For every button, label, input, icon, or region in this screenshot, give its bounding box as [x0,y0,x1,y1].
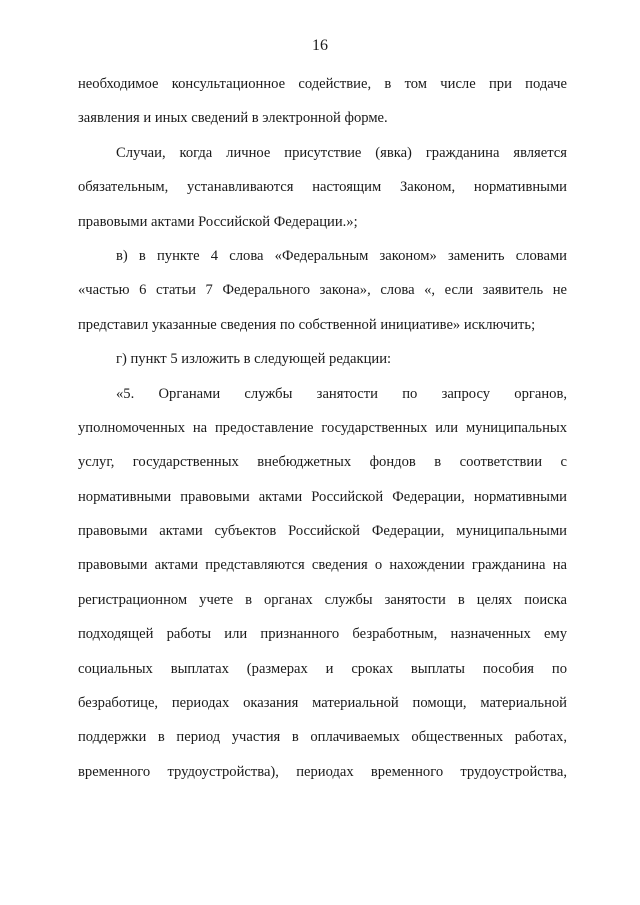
text-line: временного трудоустройства), периодах временного трудоустройства, [78,763,567,780]
text-line: в) в пункте 4 слова «Федеральным законом» заменить словами [116,247,567,264]
text-line: заявления и иных сведений в электронной форме. [78,110,388,127]
text-line: правовыми актами Российской Федерации.»; [78,213,358,230]
text-line: «5. Органами службы занятости по запросу органов, [116,385,567,402]
text-line: безработице, периодах оказания материальной помощи, материальной [78,695,567,712]
text-line: правовыми актами субъектов Российской Федерации, муниципальными [78,523,567,540]
text-line: «частью 6 статьи 7 Федерального закона», слова «, если заявитель не [78,282,567,299]
text-line: социальных выплатах (размерах и сроках выплаты пособия по [78,660,567,677]
text-line: обязательным, устанавливаются настоящим Законом, нормативными [78,179,567,196]
text-line: уполномоченных на предоставление государственных или муниципальных [78,419,567,436]
text-line: регистрационном учете в органах службы занятости в целях поиска [78,591,567,608]
text-line: представил указанные сведения по собственной инициативе» исключить; [78,316,536,333]
text-line: г) пункт 5 изложить в следующей редакции: [116,351,392,368]
text-line: подходящей работы или признанного безработным, назначенных ему [78,626,567,643]
document-body [78,72,567,794]
page-number: 16 [312,37,328,54]
text-line: нормативными правовыми актами Российской Федерации, нормативными [78,488,567,505]
text-line: услуг, государственных внебюджетных фондов в соответствии с [78,454,567,471]
text-line: правовыми актами представляются сведения о нахождении гражданина на [78,557,567,574]
text-line: Случаи, когда личное присутствие (явка) гражданина является [116,144,567,161]
text-line: поддержки в период участия в оплачиваемых общественных работах, [78,729,567,746]
text-line: необходимое консультационное содействие, в том числе при подаче [78,76,567,92]
